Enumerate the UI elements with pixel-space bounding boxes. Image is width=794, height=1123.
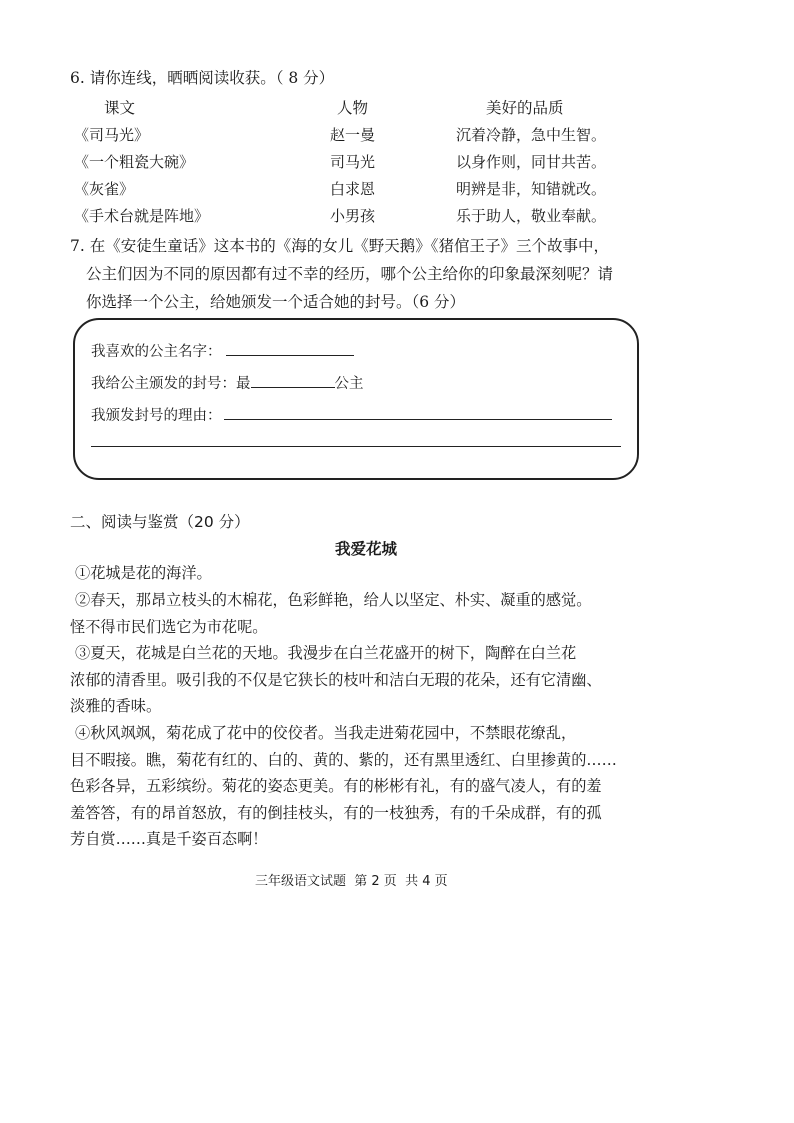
name-row [91,340,354,361]
title-blank[interactable] [251,372,335,388]
row1-text: 《司马光》 [74,126,150,144]
q7-line-3: 你选择一个公主，给她颁发一个适合她的封号。（6 分） [86,293,466,311]
row4-quality: 乐于助人，敬业奉献。 [456,207,607,225]
paragraph-3 [70,640,638,720]
paragraph-2-line-1: ②春天，那昂立枝头的木棉花，色彩鲜艳，给人以坚定、朴实、凝重的感觉。 [75,591,592,609]
paragraph-2-line-2: 怪不得市民们选它为市花呢。 [70,617,268,636]
title-label: 我给公主颁发的封号：最 [91,376,251,392]
paragraph-4-line-3: 色彩各异，五彩缤纷。菊花的姿态更美。有的彬彬有礼，有的盛气凌人，有的羞 [70,777,602,795]
reason-blank-1[interactable] [224,404,612,420]
row2-quality: 以身作则，同甘共苦。 [456,153,607,171]
page-footer: 三年级语文试题 第 2 页 共 4 页 [255,874,448,889]
row1-quality: 沉着冷静，急中生智。 [456,126,607,144]
row1-person: 赵一曼 [330,126,376,144]
paragraph-2 [70,587,638,640]
paragraph-3-line-3: 淡雅的香味。 [70,697,162,715]
paragraph-4-line-5: 芳自赏……真是千姿百态啊！ [70,830,268,848]
title-suffix: 公主 [334,376,364,392]
header-person: 人物 [337,99,369,117]
paragraph-4-line-1: ④秋风飒飒，菊花成了花中的佼佼者。当我走进菊花园中，不禁眼花缭乱， [75,724,577,742]
reason-label: 我颁发封号的理由： [91,408,222,424]
reason-blank-2[interactable] [91,446,621,447]
header-quality: 美好的品质 [486,99,564,117]
q7-line-2: 公主们因为不同的原因都有过不幸的经历，哪个公主给你的印象最深刻呢？请 [86,265,614,283]
title-row [91,372,364,393]
row3-text: 《灰雀》 [74,180,135,198]
paragraph-1-line-1: ①花城是花的海洋。 [75,564,212,582]
paragraph-4 [70,720,638,853]
reason-row [91,404,612,425]
q6-title: 6. 请你连线，晒晒阅读收获。（ 8 分） [70,69,335,87]
row3-person: 白求恩 [330,180,376,198]
paragraph-4-line-2: 目不暇接。瞧，菊花有红的、白的、黄的、紫的，还有黑里透红、白里掺黄的…… [70,750,617,769]
paragraph-3-line-2: 浓郁的清香里。吸引我的不仅是它狭长的枝叶和洁白无瑕的花朵，还有它清幽、 [70,670,602,689]
paragraph-4-line-4: 羞答答，有的昂首怒放，有的倒挂枝头，有的一枝独秀，有的千朵成群，有的孤 [70,803,602,822]
section-heading: 二、阅读与鉴赏（20 分） [70,513,250,531]
header-text: 课文 [104,99,136,117]
paragraph-3-line-1: ③夏天，花城是白兰花的天地。我漫步在白兰花盛开的树下，陶醉在白兰花 [75,644,577,662]
row2-person: 司马光 [330,153,376,171]
row4-text: 《手术台就是阵地》 [74,207,210,225]
q7-line-1: 7. 在《安徒生童话》这本书的《海的女儿《野天鹅》《猪倌王子》三个故事中， [70,237,609,255]
row2-text: 《一个粗瓷大碗》 [74,153,195,171]
name-blank[interactable] [226,340,354,356]
name-label: 我喜欢的公主名字： [91,344,222,360]
paragraph-1 [73,560,638,587]
row3-quality: 明辨是非，知错就改。 [456,180,607,198]
article-title: 我爱花城 [335,540,398,558]
row4-person: 小男孩 [330,207,376,225]
